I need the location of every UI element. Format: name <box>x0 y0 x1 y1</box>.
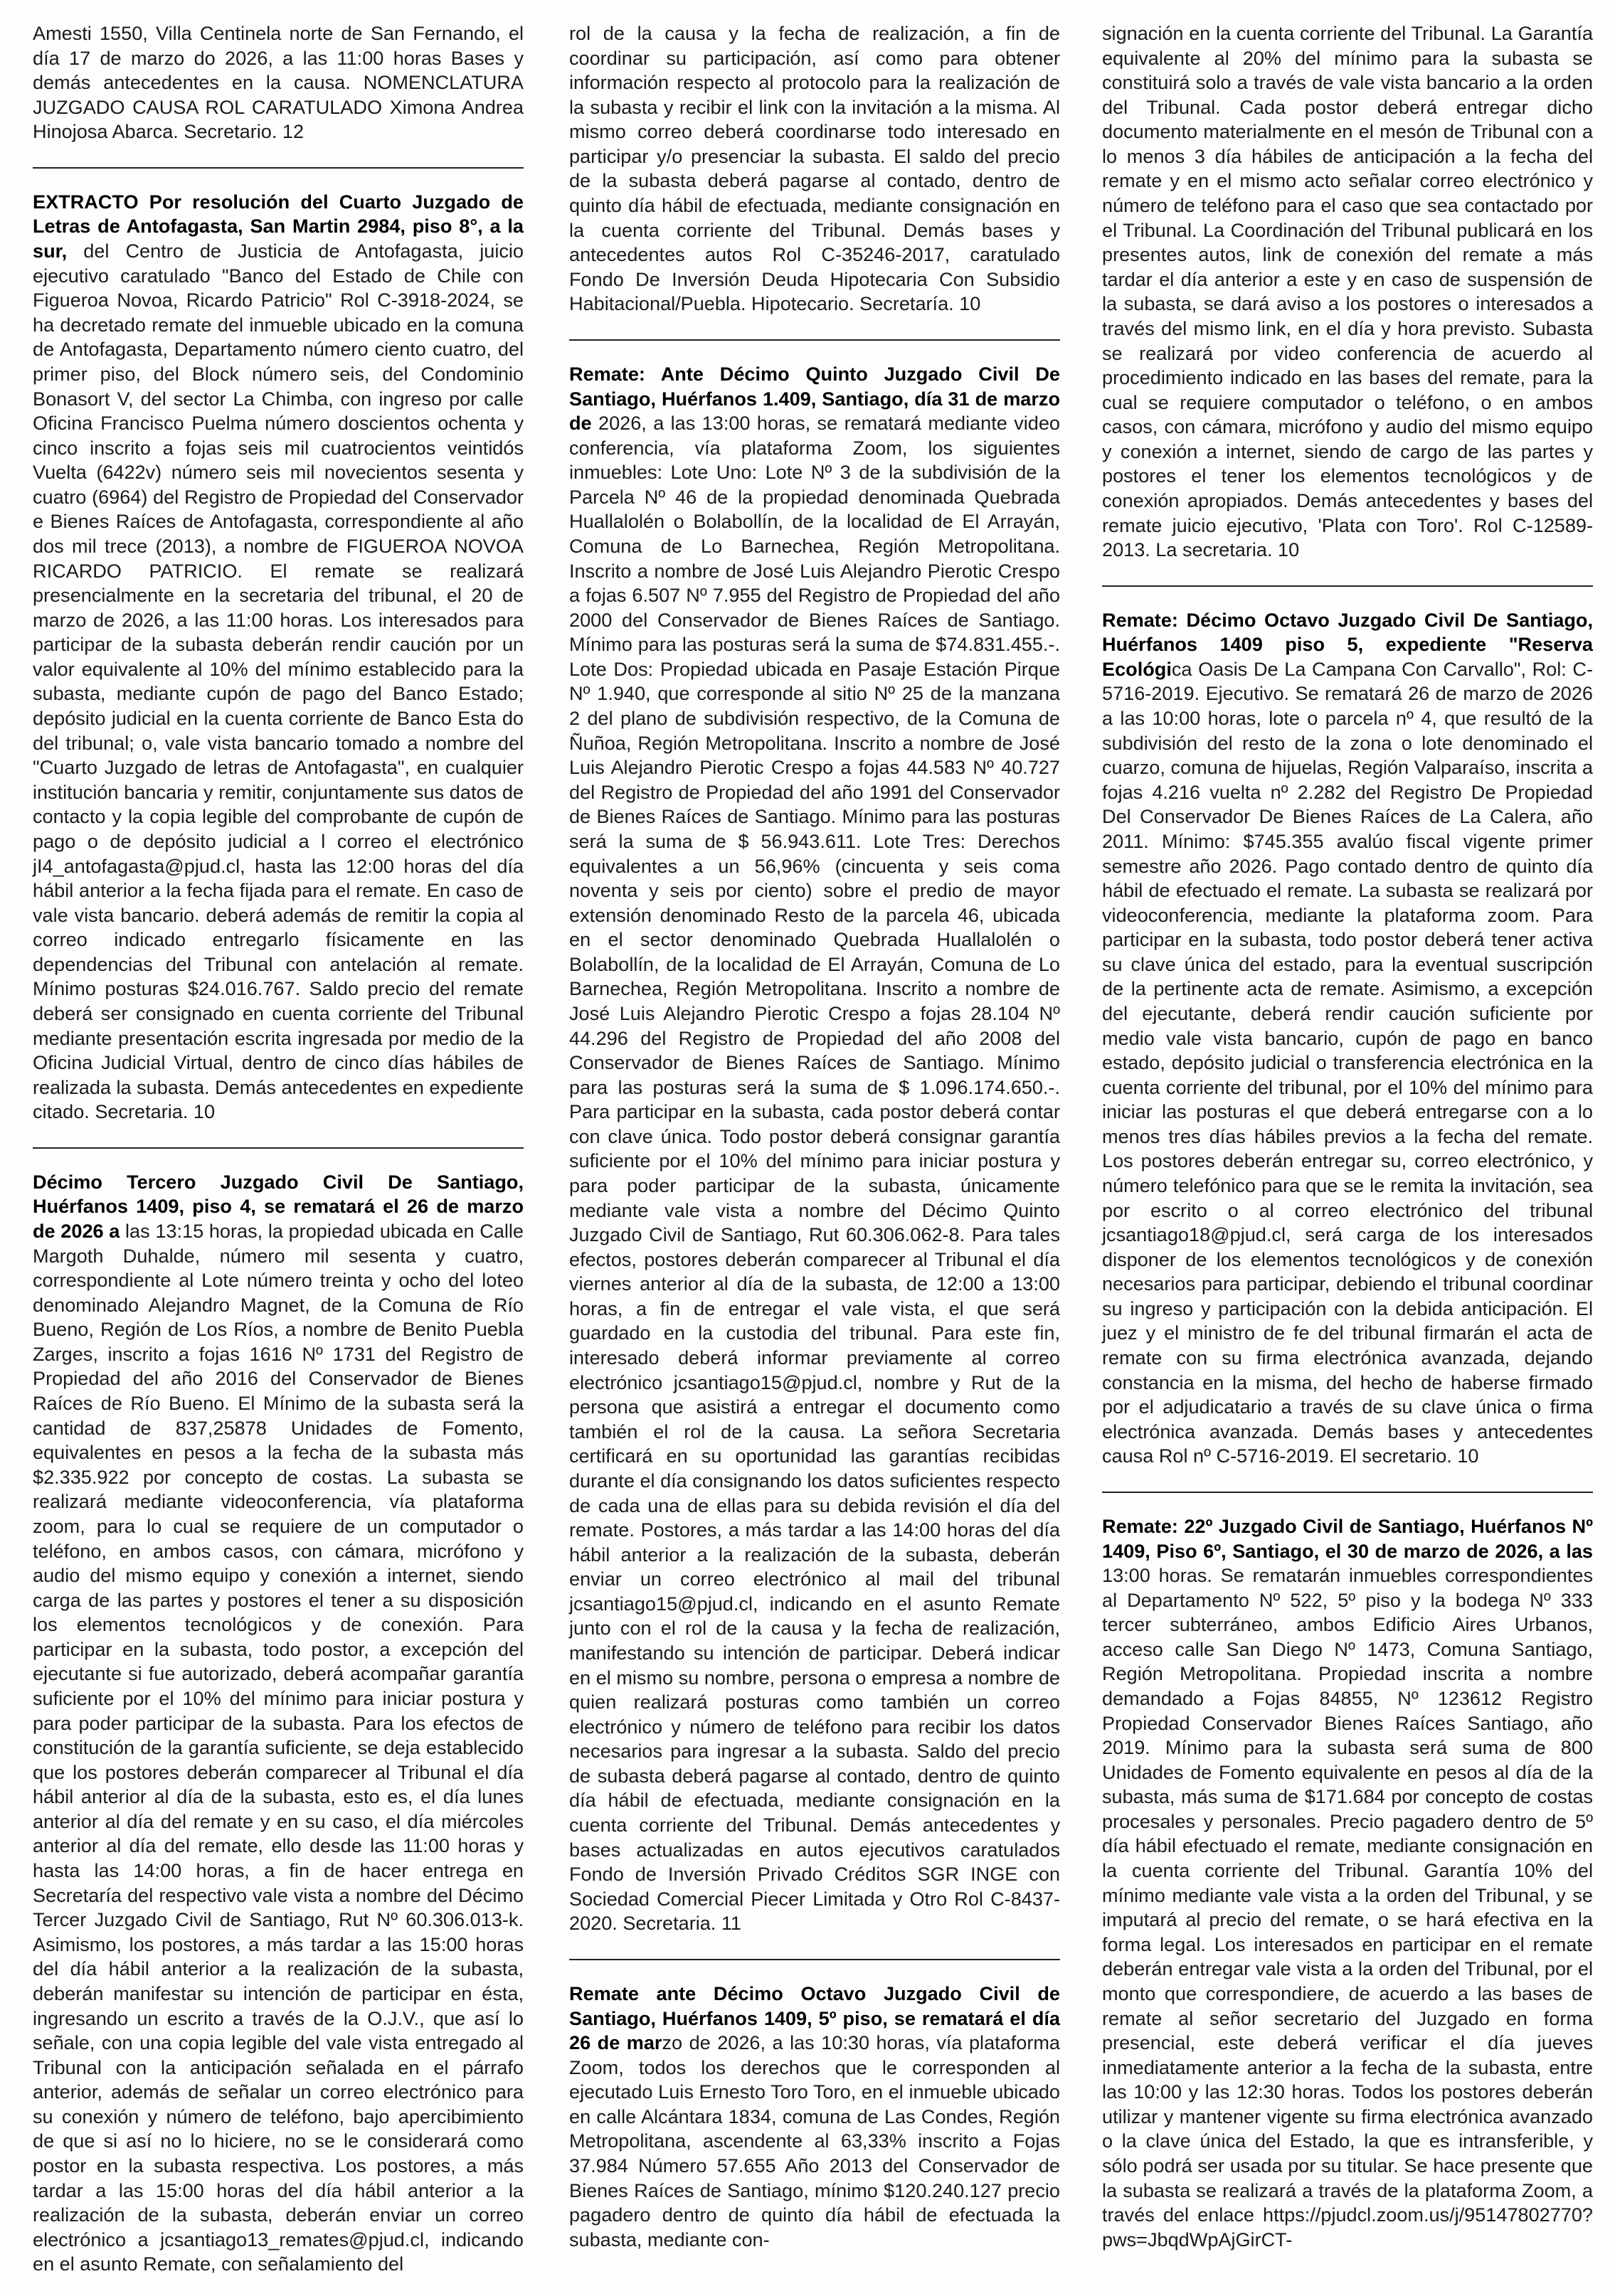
notice-divider <box>33 1147 524 1149</box>
notice-divider <box>569 339 1060 341</box>
notice-3-1: signación en la cuenta corriente del Tribunal. La Garantía equivalente al 20% del mínimo para la subasta se constituirá solo a través de vale vista bancario a la orden del Tribunal. Cada postor deberá entregar dicho documento materialmente en el mesón de Tribunal con a lo menos 3 día hábiles de anticipación a la fecha del remate y en el mismo acto señalar correo electrónico y número de teléfono para el caso que sea contactado por el Tribunal. La Coordinación del Tribunal publicará en los presentes autos, link de conexión del remate a más tardar el día anterior a este y en caso de suspensión de la subasta, se dará aviso a los postores o interesados a través del mismo link, en el día y hora previsto. Subasta se realizará por video conferencia de acuerdo al procedimiento indicado en las bases del remate, para la cual se requiere computador o teléfono, o en ambos casos, con cámara, micrófono y audio del mismo equipo y conexión a internet, siendo de cargo de las partes y postores el tener los elementos tecnológicos y de conexión apropiados. Demás antecedentes y bases del remate juicio ejecutivo, 'Plata con Toro'. Rol C-12589-2013. La secretaria. 10 <box>1102 22 1593 561</box>
notice-divider <box>1102 1492 1593 1493</box>
notice-3-3: Remate: 22º Juzgado Civil de Santiago, Huérfanos Nº 1409, Piso 6º, Santiago, el 30 de marzo de 2026, a las 13:00 horas. Se rematarán inmuebles correspondientes al Departamento Nº 522, 5º piso y la bodega Nº 333 tercer subterráneo, ambos Edificio Aires Urbanos, acceso calle San Diego Nº 1473, Comuna Santiago, Región Metropolitana. Propiedad inscrita a nombre demandado a Fojas 84855, Nº 123612 Registro Propiedad Conservador Bienes Raíces Santiago, año 2019. Mínimo para la subasta será suma de 800 Unidades de Fomento equivalente en pesos al día de la subasta, más suma de $171.684 por concepto de costas procesales y personales. Precio pagadero dentro de 5º día hábil efectuado el remate, mediante consignación en la cuenta corriente del Tribunal. Garantía 10% del mínimo mediante vale vista a la orden del Tribunal, y se imputará al precio del remate, o se hará efectiva en la forma legal. Los interesados en participar en el remate deberán entregar vale vista a la orden del Tribunal, por el monto que correspondiere, de acuerdo a las bases de remate al señor secretario del Juzgado en forma presencial, este deberá verificar el día jueves inmediatamente anterior a la fecha de la subasta, entre las 10:00 y las 12:30 horas. Todos los postores deberán utilizar y mantener vigente su firma electrónica avanzado o la clave única del Estado, la que es intransferible, y sólo podrá ser usada por su titular. Se hace presente que la subasta se realizará a través de la plataforma Zoom, a través del enlace https://pjudcl.zoom.us/j/95147802770?pws=JbqdWpAjGirCT- <box>1102 1514 1593 2250</box>
notice-2-1: rol de la causa y la fecha de realización, a fin de coordinar su participación, así como para obtener información respecto al protocolo para la realización de la subasta y recibir el link con la invitación a la misma. Al mismo correo deberá coordinarse todo interesado en participar y/o presenciar la subasta. El saldo del precio de la subasta deberá pagarse al contado, dentro de quinto día hábil de efectuada, mediante consignación en la cuenta corriente del Tribunal. Demás bases y antecedentes autos Rol C-35246-2017, caratulado Fondo De Inversión Deuda Hipotecaria Con Subsidio Habitacional/Puebla. Hipotecario. Secretaría. 10 <box>569 22 1060 315</box>
notice-3-2: Remate: Décimo Octavo Juzgado Civil De Santiago, Huérfanos 1409 piso 5, expediente "Reserva Ecológica Oasis De La Campana Con Carvallo", Rol: C-5716-2019. Ejecutivo. Se rematará 26 de marzo de 2026 a las 10:00 horas, lote o parcela nº 4, que resultó de la subdivisión del resto de la zona o lote denominado el cuarzo, comuna de hijuelas, Región Valparaíso, inscrita a fojas 4.216 vuelta nº 2.282 del Registro De Propiedad Del Conservador De Bienes Raíces de La Calera, año 2011. Mínimo: $745.355 avalúo fiscal vigente primer semestre año 2026. Pago contado dentro de quinto día hábil de efectuado el remate. La subasta se realizará por videoconferencia, mediante la plataforma zoom. Para participar en la subasta, todo postor deberá tener activa su clave única del estado, para la eventual suscripción de la pertinente acta de remate. Asimismo, a excepción del ejecutante, deberá rendir caución suficiente por medio vale vista bancario, cupón de pago en banco estado, depósito judicial o transferencia electrónica en la cuenta corriente del tribunal, por el 10% del mínimo para iniciar las posturas el que deberá entregarse con a lo menos tres días hábiles previos a la fecha del remate. Los postores deberán entregar su, correo electrónico, y número telefónico para que se le remita la invitación, sea por escrito o al correo electrónico del tribunal jcsantiago18@pjud.cl, será carga de los interesados disponer de los elementos tecnológicos y de conexión necesarios para participar, debiendo el tribunal coordinar su ingreso y participación con la debida anticipación. El juez y el ministro de fe del tribunal firmarán el acta de remate con su firma electrónica avanzada, dejando constancia en la misma, del hecho de haberse firmado por el adjudicatario a través de su clave única o firma electrónica avanzada. Demás bases y antecedentes causa Rol nº C-5716-2019. El secretario. 10 <box>1102 608 1593 1467</box>
notice-divider <box>33 167 524 169</box>
notice-divider <box>1102 585 1593 587</box>
notice-divider <box>569 1959 1060 1960</box>
column-1 <box>33 21 524 2277</box>
column-2 <box>569 21 1060 2252</box>
column-3 <box>1102 21 1593 2252</box>
notice-2-3: Remate ante Décimo Octavo Juzgado Civil de Santiago, Huérfanos 1409, 5º piso, se rematará el día 26 de marzo de 2026, a las 10:30 horas, vía plataforma Zoom, todos los derechos que le corresponden al ejecutado Luis Ernesto Toro Toro, en el inmueble ubicado en calle Alcántara 1834, comuna de Las Condes, Región Metropolitana, ascendente al 63,33% inscrito a Fojas 37.984 Número 57.655 Año 2013 del Conservador de Bienes Raíces de Santiago, mínimo $120.240.127 precio pagadero dentro de quinto día hábil de efectuada la subasta, mediante con- <box>569 1982 1060 2250</box>
notice-1-3: Décimo Tercero Juzgado Civil De Santiago, Huérfanos 1409, piso 4, se rematará el 26 de marzo de 2026 a las 13:15 horas, la propiedad ubicada en Calle Margoth Duhalde, número mil sesenta y cuatro, correspondiente al Lote número treinta y ocho del loteo denominado Alejandro Magnet, de la Comuna de Río Bueno, Región de Los Ríos, a nombre de Benito Puebla Zarges, inscrito a fojas 1616 Nº 1731 del Registro de Propiedad del año 2016 del Conservador de Bienes Raíces de Río Bueno. El Mínimo de la subasta será la cantidad de 837,25878 Unidades de Fomento, equivalentes en pesos a la fecha de la subasta más $2.335.922 por concepto de costas. La subasta se realizará mediante videoconferencia, vía plataforma zoom, para lo cual se requiere de un computador o teléfono, en ambos casos, con cámara, micrófono y audio del mismo equipo y conexión a internet, siendo carga de las partes y postores el tener a su disposición los elementos tecnológicos y de conexión. Para participar en la subasta, todo postor, a excepción del ejecutante si fue autorizado, deberá acompañar garantía suficiente por el 10% del mínimo para iniciar postura y para poder participar de la subasta. Para los efectos de constitución de la garantía suficiente, se deja establecido que los postores deberán comparecer al Tribunal el día hábil anterior al día de la subasta, esto es, el día lunes anterior al día del remate y en su caso, el día miércoles anterior al día del remate, ello desde las 11:00 horas y hasta las 14:00 horas, a fin de hacer entrega en Secretaría del respectivo vale vista a nombre del Décimo Tercer Juzgado Civil de Santiago, Rut Nº 60.306.013-k. Asimismo, los postores, a más tardar a las 15:00 horas del día hábil anterior a la realización de la subasta, deberán manifestar su intención de participar en ésta, ingresando un escrito a través de la O.J.V., que así lo señale, con una copia legible del vale vista entregado al Tribunal con la anticipación señalada en el párrafo anterior, además de señalar un correo electrónico para su conexión y número de teléfono, bajo apercibimiento de que si así no lo hiciere, no se le considerará como postor en la subasta respectiva. Los postores, a más tardar a las 15:00 horas del día hábil anterior a la realización de la subasta, deberán enviar un correo electrónico a jcsantiago13_remates@pjud.cl, indicando en el asunto Remate, con señalamiento del <box>33 1170 524 2275</box>
notice-1-1: Amesti 1550, Villa Centinela norte de San Fernando, el día 17 de marzo do 2026, a las 11:00 horas Bases y demás antecedentes en la causa. NOMENCLATURA JUZGADO CAUSA ROL CARATULADO Ximona Andrea Hinojosa Abarca. Secretario. 12 <box>33 22 524 143</box>
notice-2-2: Remate: Ante Décimo Quinto Juzgado Civil De Santiago, Huérfanos 1.409, Santiago, día 31 de marzo de 2026, a las 13:00 horas, se rematará mediante video conferencia, vía plataforma Zoom, los siguientes inmuebles: Lote Uno: Lote Nº 3 de la subdivisión de la Parcela Nº 46 de la propiedad denominada Quebrada Huallalolén o Bolabollín, de la localidad de El Arrayán, Comuna de Lo Barnechea, Región Metropolitana. Inscrito a nombre de José Luis Alejandro Pierotic Crespo a fojas 6.507 Nº 7.955 del Registro de Propiedad del año 2000 del Conservador de Bienes Raíces de Santiago. Mínimo para las posturas será la suma de $74.831.455.-. Lote Dos: Propiedad ubicada en Pasaje Estación Pirque Nº 1.940, que corresponde al sitio Nº 25 de la manzana 2 del plano de subdivisión respectivo, de la Comuna de Ñuñoa, Región Metropolitana. Inscrito a nombre de José Luis Alejandro Pierotic Crespo a fojas 44.583 Nº 40.727 del Registro de Propiedad del año 1991 del Conservador de Bienes Raíces de Santiago. Mínimo para las posturas será la suma de $ 56.943.611. Lote Tres: Derechos equivalentes a un 56,96% (cincuenta y seis coma noventa y seis por ciento) sobre el predio de mayor extensión denominado Resto de la parcela 46, ubicada en el sector denominado Quebrada Huallalolén o Bolabollín, de la localidad de El Arrayán, Comuna de Lo Barnechea, Región Metropolitana. Inscrito a nombre de José Luis Alejandro Pierotic Crespo a fojas 28.104 Nº 44.296 del Registro de Propiedad del año 2008 del Conservador de Bienes Raíces de Santiago. Mínimo para las posturas será la suma de $ 1.096.174.650.-. Para participar en la subasta, cada postor deberá contar con clave única. Todo postor deberá consignar garantía suficiente por el 10% del mínimo para iniciar postura y para poder participar de la subasta, únicamente mediante vale vista a nombre del Décimo Quinto Juzgado Civil de Santiago, Rut 60.306.062-8. Para tales efectos, postores deberán comparecer al Tribunal el día viernes anterior al día de la subasta, de 12:00 a 13:00 horas, a fin de entregar el vale vista, el que será guardado en la custodia del tribunal. Para este fin, interesado deberá informar previamente al correo electrónico jcsantiago15@pjud.cl, nombre y Rut de la persona que asistirá a entregar el documento como también el rol de la causa. La señora Secretaria certificará en su oportunidad las garantías recibidas durante el día consignando los datos suficientes respecto de cada una de ellas para su debida revisión el día del remate. Postores, a más tardar a las 14:00 horas del día hábil anterior a la realización de la subasta, deberán enviar un correo electrónico al mail del tribunal jcsantiago15@pjud.cl, indicando en el asunto Remate junto con el rol de la causa y la fecha de realización, manifestando su intención de participar. Deberá indicar en el mismo su nombre, persona o empresa a nombre de quien realizará posturas como también un correo electrónico y número de teléfono para recibir los datos necesarios para ingresar a la subasta. Saldo del precio de subasta deberá pagarse al contado, dentro de quinto día hábil de efectuada, mediante consignación en la cuenta corriente del Tribunal. Demás antecedentes y bases actualizadas en autos ejecutivos caratulados Fondo de Inversión Privado Créditos SGR INGE con Sociedad Comercial Piecer Limitada y Otro Rol C-8437-2020. Secretaria. 11 <box>569 362 1060 1935</box>
notice-1-2: EXTRACTO Por resolución del Cuarto Juzgado de Letras de Antofagasta, San Martin 2984, piso 8°, a la sur, del Centro de Justicia de Antofagasta, juicio ejecutivo caratulado "Banco del Estado de Chile con Figueroa Novoa, Ricardo Patricio" Rol C-3918-2024, se ha decretado remate del inmueble ubicado en la comuna de Antofagasta, Departamento número ciento cuatro, del primer piso, del Block número seis, del Condominio Bonasort V, del sector La Chimba, con ingreso por calle Oficina Francisco Puelma número doscientos ochenta y cinco inscrito a fojas seis mil cuatrocientos veintidós Vuelta (6422v) número seis mil novecientos sesenta y cuatro (6964) del Registro de Propiedad del Conservador e Bienes Raíces de Antofagasta, correspondiente al año dos mil trece (2013), a nombre de FIGUEROA NOVOA RICARDO PATRICIO. El remate se realizará presencialmente en la secretaria del tribunal, el 20 de marzo de 2026, a las 11:00 horas. Los interesados para participar de la subasta deberán rendir caución por un valor equivalente al 10% del mínimo establecido para la subasta, mediante cupón de pago del Banco Estado; depósito judicial en la cuenta corriente de Banco Esta do del tribunal; o, vale vista bancario tomado a nombre del "Cuarto Juzgado de letras de Antofagasta", en cualquier institución bancaria y remitir, conjuntamente sus datos de contacto y la copia legible del comprobante de cupón de pago o de depósito judicial a l correo el electrónico jI4_antofagasta@pjud.cl, hasta las 12:00 horas del día hábil anterior a la fecha fijada para el remate. En caso de vale vista bancario. deberá además de remitir la copia al correo indicado entregarlo físicamente en las dependencias del Tribunal con antelación al remate. Mínimo posturas $24.016.767. Saldo precio del remate deberá ser consignado en cuenta corriente del Tribunal mediante presentación escrita ingresada por medio de la Oficina Judicial Virtual, dentro de cinco días hábiles de realizada la subasta. Demás antecedentes en expediente citado. Secretaria. 10 <box>33 190 524 1123</box>
